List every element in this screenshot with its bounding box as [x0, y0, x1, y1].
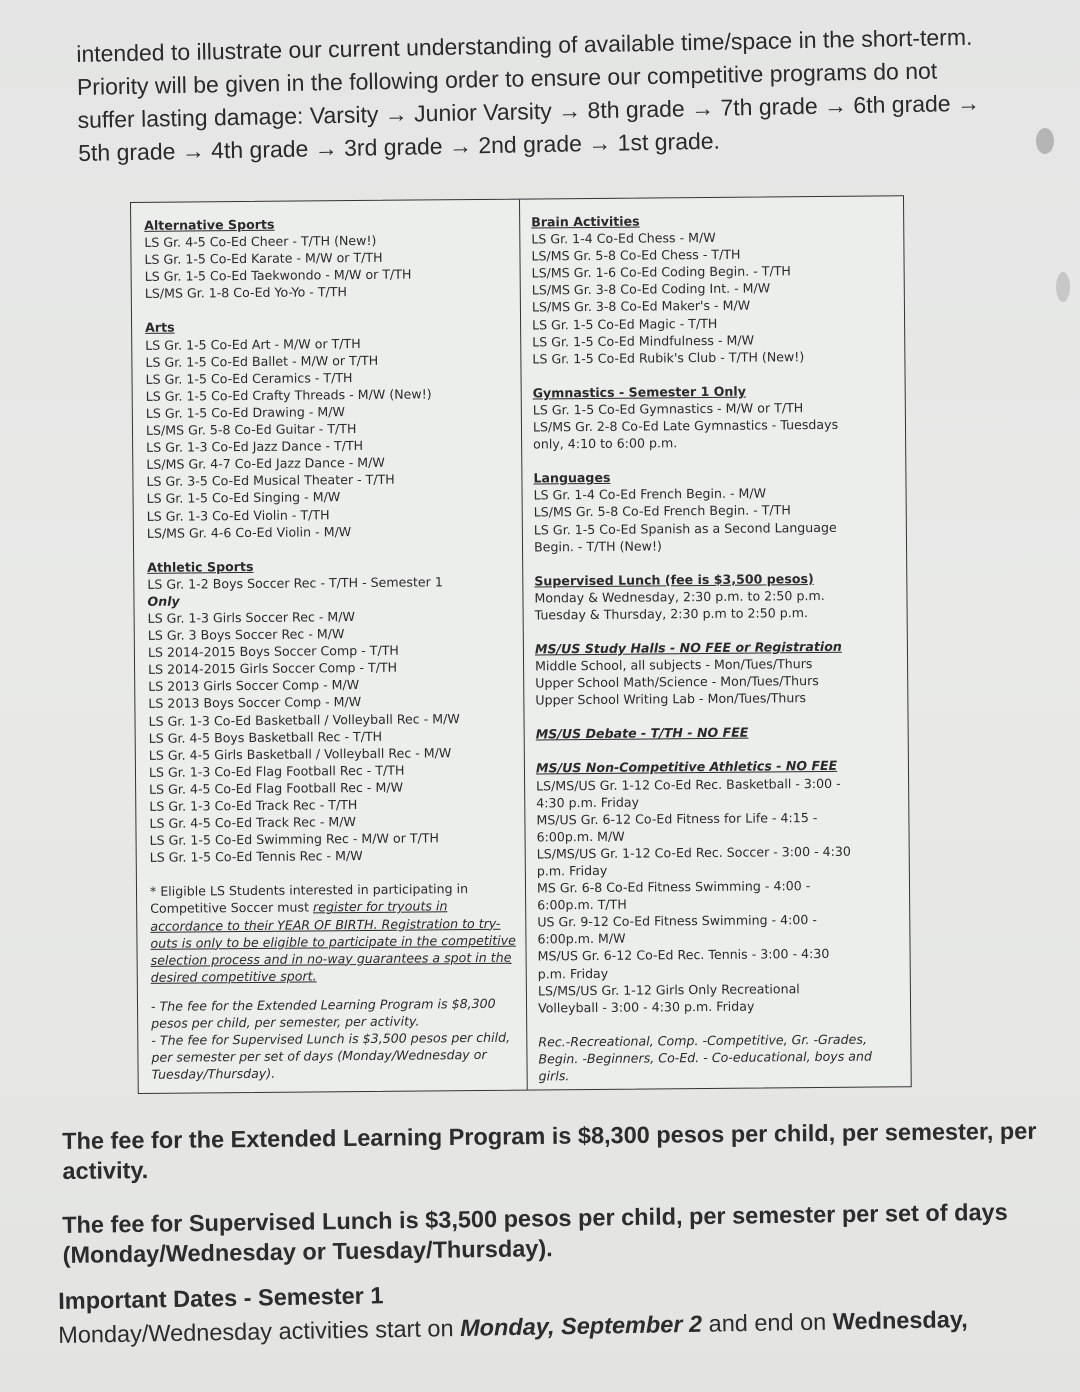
list-item: LS Gr. 1-5 Co-Ed Magic - T/TH [532, 315, 718, 333]
intro-line: 5th grade → 4th grade → 3rd grade → 2nd grade → 1st grade. [77, 127, 721, 166]
list-item: 6:00p.m. T/TH [537, 896, 627, 913]
extended-learning-fee: The fee for the Extended Learning Program is $8,300 pesos per child, per semester, per activity. [62, 1117, 1037, 1184]
section-alternative-sports [144, 214, 512, 303]
section-study-halls [535, 637, 900, 709]
list-item: LS Gr. 1-3 Co-Ed Basketball / Volleyball Rec - M/W [148, 710, 460, 729]
list-item: LS Gr. 1-3 Co-Ed Jazz Dance - T/TH [146, 438, 364, 455]
list-item: LS Gr. 1-3 Co-Ed Violin - T/TH [146, 506, 330, 524]
list-item: MS/US Gr. 6-12 Co-Ed Rec. Tennis - 3:00 - 4:30 [537, 946, 830, 964]
list-item: LS Gr. 1-5 Co-Ed Ballet - M/W or T/TH [145, 352, 379, 370]
list-item: LS Gr. 1-3 Girls Soccer Rec - M/W [147, 609, 356, 626]
list-item: LS Gr. 1-3 Co-Ed Flag Football Rec - T/TH [148, 762, 405, 780]
section-languages [533, 467, 898, 556]
fee-note: - The fee for Supervised Lunch is $3,500 pesos per child, per semester per set of days (Monday/Wednesday or Tuesday/Thursday). [151, 1029, 511, 1083]
supervised-lunch-fee: The fee for Supervised Lunch is $3,500 pesos per child, per semester per set of days (Monday/Wednesday or Tuesday/Thursday). [62, 1198, 1008, 1268]
list-item: Tuesday & Thursday, 2:30 p.m to 2:50 p.m. [534, 604, 809, 623]
legend-text: Rec.-Recreational, Comp. -Competitive, Gr. -Grades, Begin. -Beginners, Co-Ed. - Co-educational, boys and girls. [538, 1031, 873, 1084]
list-item: LS Gr. 1-5 Co-Ed Karate - M/W or T/TH [144, 249, 383, 268]
section-heading: Alternative Sports [144, 216, 275, 233]
eligibility-note [150, 880, 518, 986]
list-item: LS Gr. 1-5 Co-Ed Singing - M/W [146, 489, 341, 507]
list-item: LS 2014-2015 Girls Soccer Comp - T/TH [148, 659, 398, 678]
list-item: LS/MS Gr. 2-8 Co-Ed Late Gymnastics - Tuesdays [532, 416, 839, 435]
table-left-column [131, 200, 528, 1093]
section-heading: Gymnastics - Semester 1 Only [532, 383, 746, 401]
section-non-competitive-athletics [536, 757, 902, 1017]
section-heading: MS/US Debate - T/TH - NO FEE [535, 724, 749, 742]
list-item: p.m. Friday [537, 965, 609, 982]
list-item: LS Gr. 4-5 Boys Basketball Rec - T/TH [148, 728, 383, 746]
list-item: LS/MS Gr. 1-8 Co-Ed Yo-Yo - T/TH [144, 284, 347, 302]
list-item: LS Gr. 1-4 Co-Ed Chess - M/W [531, 229, 716, 247]
section-heading: Languages [533, 470, 611, 486]
list-item: 6:00p.m. M/W [537, 931, 626, 947]
list-item: LS Gr. 1-5 Co-Ed Ceramics - T/TH [145, 369, 353, 387]
list-item: only, 4:10 to 6:00 p.m. [533, 435, 678, 452]
intro-line: intended to illustrate our current understanding of available time/space in the short-term. [76, 23, 973, 67]
list-item: LS/MS/US Gr. 1-12 Co-Ed Rec. Basketball - 3:00 - [536, 775, 841, 794]
eligibility-note-underlined: register for tryouts in accordance to their YEAR OF BIRTH. Registration to try-outs is only to be eligible to participate in the competitive selection process and in no-way guarantees a spot in the desired competitive sport. [150, 898, 516, 985]
list-item: LS Gr. 1-5 Co-Ed Swimming Rec - M/W or T/TH [149, 830, 440, 849]
section-arts [145, 316, 514, 541]
fee-note: - The fee for the Extended Learning Program is $8,300 pesos per child, per semester, per activity. [150, 995, 496, 1031]
list-item: Begin. - T/TH (New!) [533, 537, 662, 555]
end-day: Wednesday, [832, 1306, 968, 1335]
section-debate [536, 723, 900, 743]
dates-text: Monday/Wednesday activities start on [58, 1314, 461, 1348]
list-item: Upper School Math/Science - Mon/Tues/Thurs [535, 673, 819, 691]
list-item: LS Gr. 1-5 Co-Ed Tennis Rec - M/W [149, 848, 363, 866]
dates-text: and end on [701, 1308, 833, 1337]
paper-mark [1056, 272, 1070, 302]
list-item: Monday & Wednesday, 2:30 p.m. to 2:50 p.m. [534, 587, 825, 606]
list-item: Only [147, 593, 180, 609]
important-dates-heading: Important Dates - Semester 1 [58, 1282, 384, 1314]
list-item: LS/MS Gr. 5-8 Co-Ed Chess - T/TH [531, 246, 741, 264]
list-item: LS Gr. 1-5 Co-Ed Mindfulness - M/W [532, 332, 755, 350]
list-item: LS/MS Gr. 5-8 Co-Ed Guitar - T/TH [145, 421, 357, 438]
intro-paragraph [76, 20, 1038, 170]
intro-line: Priority will be given in the following order to ensure our competitive programs do not [76, 57, 938, 100]
list-item: LS/MS Gr. 4-7 Co-Ed Jazz Dance - M/W [146, 455, 385, 473]
list-item: MS Gr. 6-8 Co-Ed Fitness Swimming - 4:00 - [536, 878, 811, 896]
eligibility-note-text: * Eligible LS Students interested in participating in Competitive Soccer must [149, 881, 469, 917]
list-item: Volleyball - 3:00 - 4:30 p.m. Friday [537, 998, 755, 1016]
list-item: LS 2013 Girls Soccer Comp - M/W [148, 677, 360, 695]
activities-table [130, 195, 912, 1094]
list-item: LS 2014-2015 Boys Soccer Comp - T/TH [147, 642, 399, 661]
list-item: LS Gr. 3 Boys Soccer Rec - M/W [147, 626, 345, 643]
list-item: LS/MS/US Gr. 1-12 Co-Ed Rec. Soccer - 3:00 - 4:30 [536, 843, 851, 862]
list-item: LS Gr. 4-5 Co-Ed Cheer - T/TH (New!) [144, 232, 377, 250]
list-item: LS/MS Gr. 4-6 Co-Ed Violin - M/W [146, 523, 352, 541]
fee-notes [151, 995, 519, 1084]
paper-mark [1036, 128, 1054, 154]
list-item: LS/MS Gr. 3-8 Co-Ed Maker's - M/W [531, 298, 751, 315]
section-heading: Supervised Lunch (fee is $3,500 pesos) [534, 570, 814, 589]
section-heading: Arts [145, 320, 175, 336]
list-item: US Gr. 9-12 Co-Ed Fitness Swimming - 4:00 - [537, 912, 817, 930]
list-item: LS Gr. 1-2 Boys Soccer Rec - T/TH - Semester 1 [147, 574, 443, 592]
abbreviation-legend [538, 1030, 902, 1084]
list-item: LS Gr. 4-5 Co-Ed Track Rec - M/W [149, 814, 357, 831]
list-item: LS 2013 Boys Soccer Comp - M/W [148, 694, 362, 712]
table-right-column [520, 196, 911, 1089]
list-item: LS Gr. 1-4 Co-Ed French Begin. - M/W [533, 485, 767, 503]
list-item: LS Gr. 4-5 Co-Ed Flag Football Rec - M/W [149, 779, 404, 797]
section-heading: Athletic Sports [147, 558, 254, 575]
list-item: LS/MS Gr. 1-6 Co-Ed Coding Begin. - T/TH [531, 263, 791, 281]
list-item: LS Gr. 1-5 Co-Ed Rubik's Club - T/TH (New!) [532, 348, 805, 367]
intro-line: suffer lasting damage: Varsity → Junior Varsity → 8th grade → 7th grade → 6th grade → [77, 89, 981, 133]
list-item: LS/MS/US Gr. 1-12 Girls Only Recreational [537, 980, 800, 999]
list-item: LS Gr. 1-5 Co-Ed Art - M/W or T/TH [145, 335, 361, 353]
list-item: LS Gr. 3-5 Co-Ed Musical Theater - T/TH [146, 472, 395, 490]
list-item: 4:30 p.m. Friday [536, 794, 640, 811]
list-item: LS Gr. 1-5 Co-Ed Crafty Threads - M/W (New!) [145, 386, 432, 404]
start-date: Monday, September 2 [459, 1310, 703, 1341]
list-item: 6:00p.m. M/W [536, 828, 625, 845]
section-heading: MS/US Study Halls - NO FEE or Registration [534, 638, 842, 657]
section-brain-activities [531, 210, 896, 367]
list-item: LS/MS Gr. 3-8 Co-Ed Coding Int. - M/W [531, 280, 771, 298]
list-item: LS Gr. 1-5 Co-Ed Spanish as a Second Language [533, 519, 837, 537]
list-item: LS Gr. 1-5 Co-Ed Taekwondo - M/W or T/TH [144, 266, 412, 285]
section-supervised-lunch [534, 569, 898, 623]
section-heading: MS/US Non-Competitive Athletics - NO FEE [535, 758, 838, 776]
list-item: Middle School, all subjects - Mon/Tues/Thurs [534, 656, 813, 674]
list-item: LS Gr. 4-5 Girls Basketball / Volleyball Rec - M/W [148, 744, 452, 763]
list-item: LS Gr. 1-5 Co-Ed Gymnastics - M/W or T/TH [532, 400, 804, 418]
list-item: LS Gr. 1-3 Co-Ed Track Rec - T/TH [149, 797, 358, 814]
section-athletic-sports [147, 555, 517, 866]
list-item: p.m. Friday [536, 862, 608, 879]
list-item: LS/MS Gr. 5-8 Co-Ed French Begin. - T/TH [533, 502, 791, 520]
list-item: Upper School Writing Lab - Mon/Tues/Thurs [535, 690, 807, 708]
section-heading: Brain Activities [531, 213, 640, 230]
list-item: MS/US Gr. 6-12 Co-Ed Fitness for Life - 4:15 - [536, 809, 818, 828]
list-item: LS Gr. 1-5 Co-Ed Drawing - M/W [145, 404, 345, 421]
section-gymnastics [533, 381, 898, 453]
